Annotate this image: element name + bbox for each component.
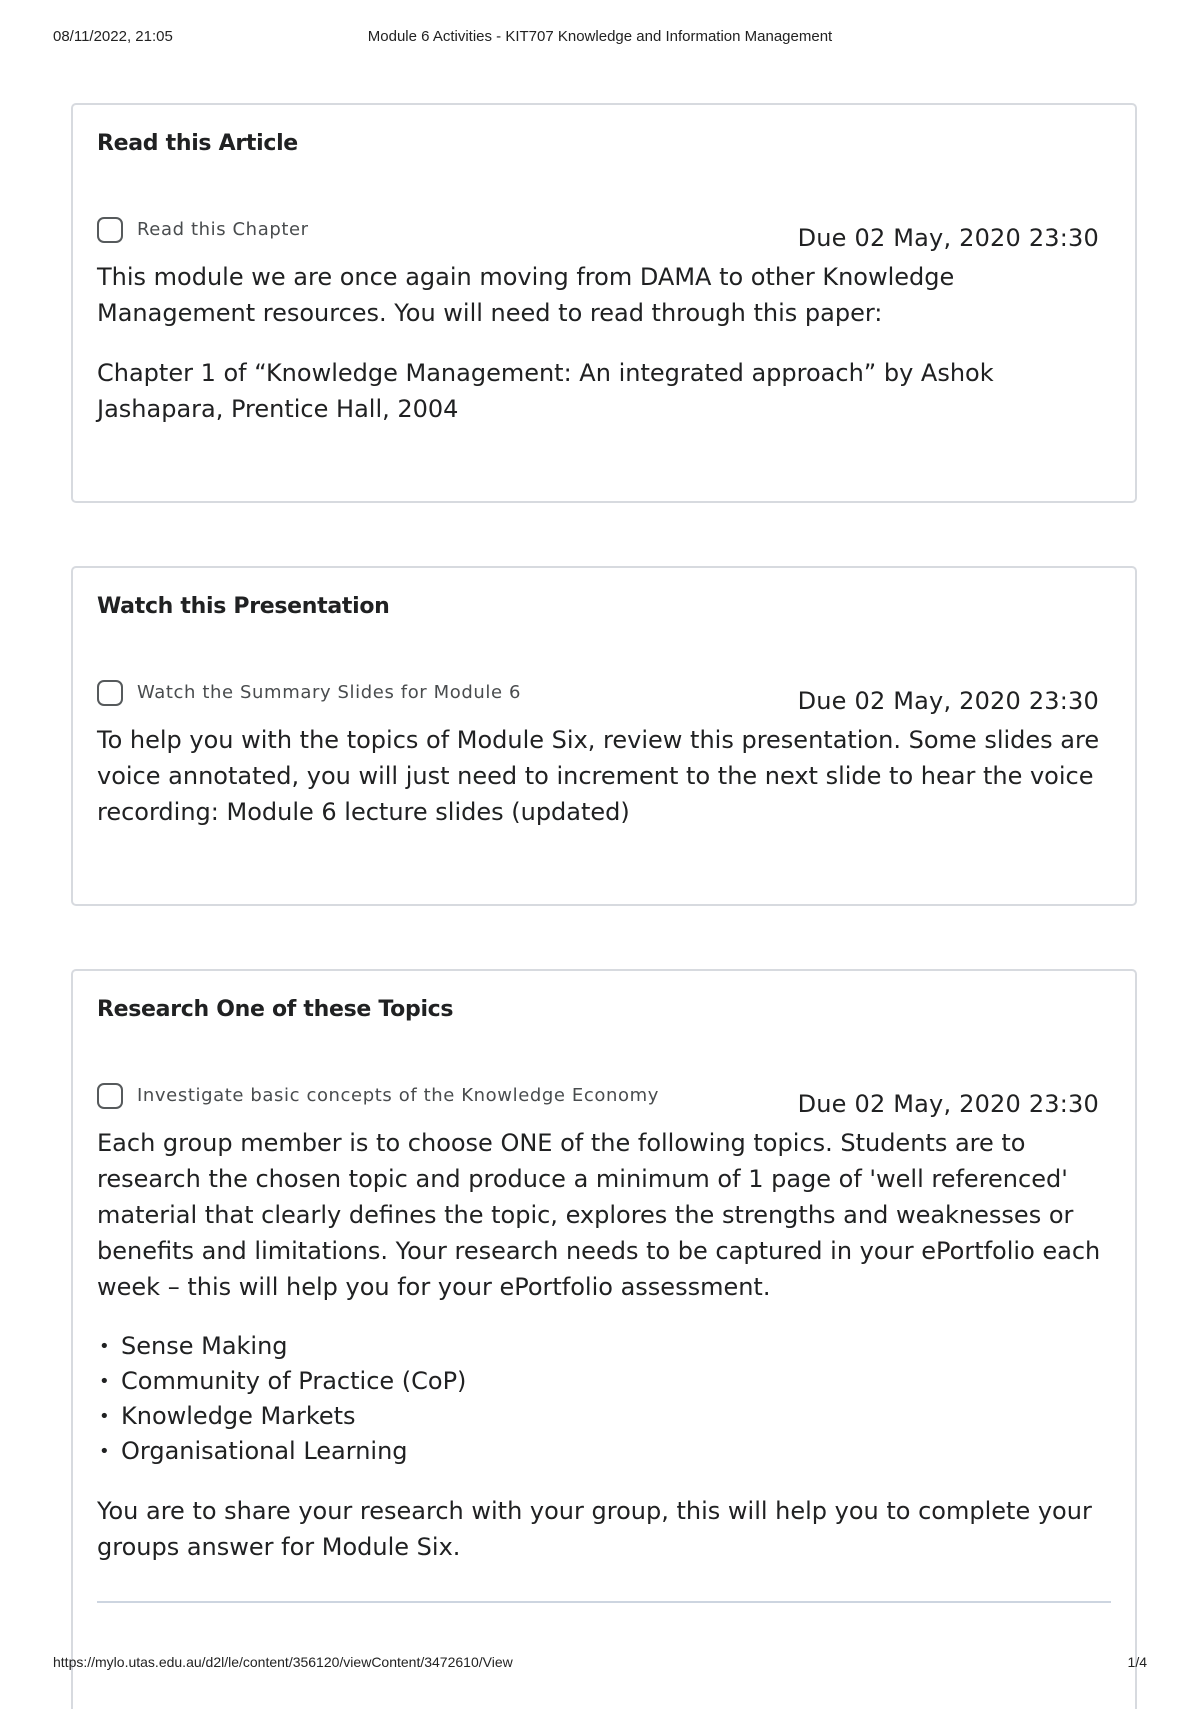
task-link[interactable]: Investigate basic concepts of the Knowledge Economy <box>137 1085 660 1106</box>
completion-checkbox[interactable] <box>97 1083 123 1109</box>
activity-card-research-topics <box>71 969 1137 1709</box>
print-footer <box>0 1654 1200 1674</box>
task-link[interactable]: Read this Chapter <box>137 219 309 240</box>
task-link[interactable]: Watch the Summary Slides for Module 6 <box>137 682 522 703</box>
task-description <box>97 259 1109 451</box>
print-url: https://mylo.utas.edu.au/d2l/le/content/356120/viewContent/3472610/View <box>53 1654 513 1670</box>
topic-list-item: • Knowledge Markets <box>97 1399 1109 1434</box>
topic-list-item: • Community of Practice (CoP) <box>97 1364 1109 1399</box>
print-page-number: 1/4 <box>1127 1654 1147 1670</box>
card-title: Research One of these Topics <box>97 997 454 1022</box>
completion-checkbox[interactable] <box>97 217 123 243</box>
section-divider <box>97 1601 1111 1603</box>
task-description <box>97 1125 1109 1589</box>
task-description <box>97 722 1109 854</box>
due-date: Due 02 May, 2020 23:30 <box>797 224 1099 252</box>
description-paragraph: Chapter 1 of “Knowledge Management: An integrated approach” by Ashok Jashapara, Prentice Hall, 2004 <box>97 359 994 423</box>
print-header <box>0 28 1200 48</box>
activity-card-read-article <box>71 103 1137 503</box>
card-title: Read this Article <box>97 131 298 156</box>
print-page-title: Module 6 Activities - KIT707 Knowledge and Information Management <box>367 28 833 45</box>
task-row <box>97 1083 1099 1117</box>
description-paragraph: You are to share your research with your group, this will help you to complete your groups answer for Module Six. <box>97 1497 1092 1561</box>
due-date: Due 02 May, 2020 23:30 <box>797 1090 1099 1118</box>
description-paragraph: To help you with the topics of Module Six, review this presentation. Some slides are voice annotated, you will just need to increment to the next slide to hear the voice recording: Module 6 lecture slides (updated) <box>97 726 1100 826</box>
task-row <box>97 680 1099 714</box>
print-date: 08/11/2022, 21:05 <box>53 28 173 45</box>
activity-card-watch-presentation <box>71 566 1137 906</box>
description-paragraph: This module we are once again moving from DAMA to other Knowledge Management resources. You will need to read through this paper: <box>97 263 955 327</box>
description-paragraph: Each group member is to choose ONE of the following topics. Students are to research the chosen topic and produce a minimum of 1 page of 'well referenced' material that clearly defines the topic, explores the strengths and weaknesses or benefits and limitations. Your research needs to be captured in your ePortfolio each week – this will help you for your ePortfolio assessment. <box>97 1129 1101 1301</box>
completion-checkbox[interactable] <box>97 680 123 706</box>
task-row <box>97 217 1099 251</box>
topic-list-item: • Sense Making <box>97 1329 1109 1364</box>
topic-list <box>97 1329 1109 1469</box>
topic-list-item: • Organisational Learning <box>97 1434 1109 1469</box>
card-title: Watch this Presentation <box>97 594 390 619</box>
due-date: Due 02 May, 2020 23:30 <box>797 687 1099 715</box>
